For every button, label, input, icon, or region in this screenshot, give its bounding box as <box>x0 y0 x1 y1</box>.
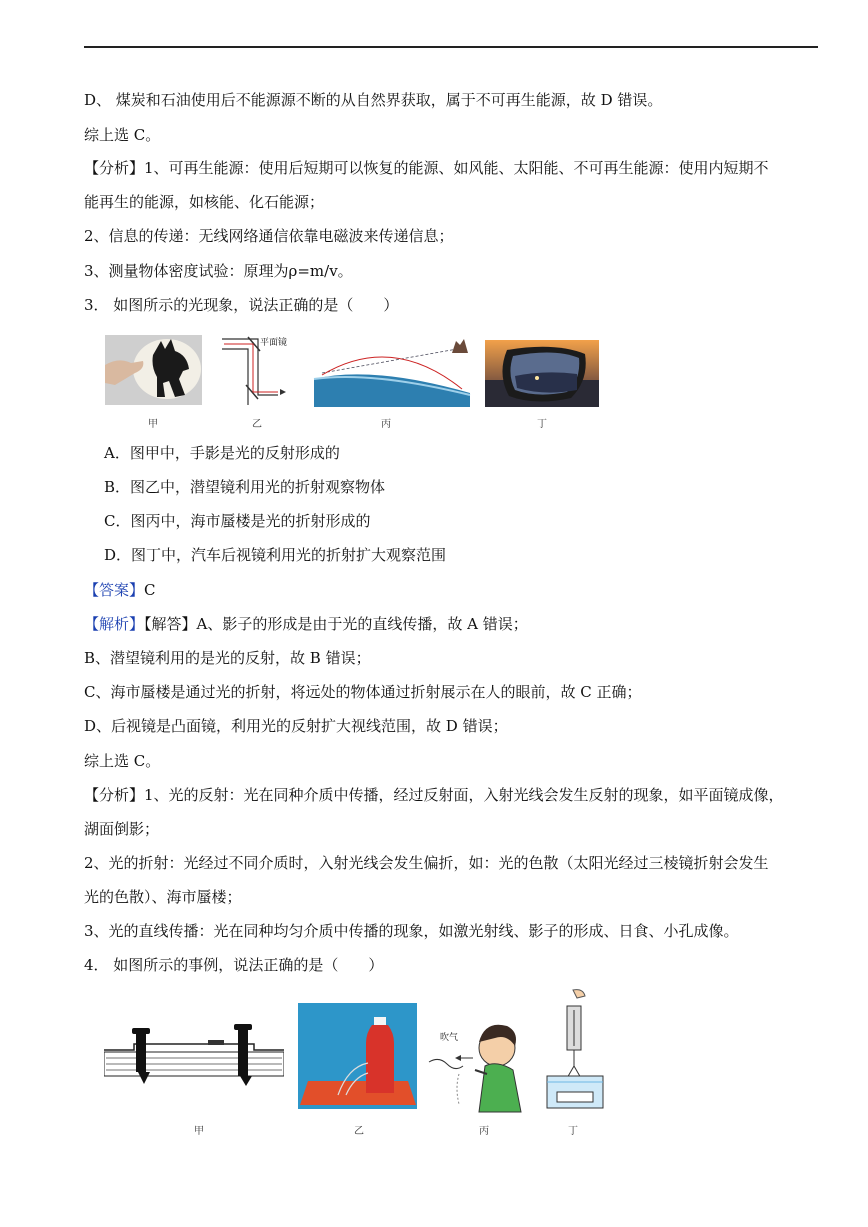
rearview-mirror-photo <box>485 340 599 407</box>
figure-caption: 丙 <box>381 419 391 430</box>
answer-line <box>84 580 156 600</box>
analysis-line <box>84 614 528 634</box>
header-rule <box>84 46 818 48</box>
text-line: 【分析】1、可再生能源：使用后短期可以恢复的能源、如风能、太阳能、不可再生能源：使用内短期不 <box>84 159 769 177</box>
text-line: 湖面倒影； <box>84 820 160 838</box>
text-line: D、 煤炭和石油使用后不能源源不断的从自然界获取，属于不可再生能源，故 D 错误。 <box>84 91 663 109</box>
option-a: A．图甲中，手影是光的反射形成的 <box>104 444 340 462</box>
text-line: 【分析】1、光的反射：光在同种介质中传播，经过反射面，入射光线会发生反射的现象，如平面镜成像， <box>84 786 784 804</box>
ship-lock-diagram <box>104 1022 284 1086</box>
blowing-boy-illustration <box>425 1008 535 1114</box>
text-line: C、海市蜃楼是通过光的折射，将远处的物体通过折射展示在人的眼前，故 C 正确； <box>84 683 642 701</box>
blow-label: 吹气 <box>440 1033 459 1043</box>
bottle-water-photo <box>298 1003 417 1109</box>
figure-caption: 甲 <box>194 1126 204 1137</box>
text-line: 2、信息的传递：无线网络通信依靠电磁波来传递信息； <box>84 227 454 245</box>
mirror-label: 平面镜 <box>260 338 288 348</box>
figure-caption: 丁 <box>537 419 547 430</box>
option-d: D．图丁中，汽车后视镜利用光的折射扩大观察范围 <box>104 546 447 564</box>
answer-value: C <box>144 581 156 599</box>
answer-tag: 【答案】 <box>84 581 145 599</box>
text-line: 3、测量物体密度试验：原理为ρ=m/v。 <box>84 262 353 280</box>
text-line: D、后视镜是凸面镜，利用光的反射扩大视线范围，故 D 错误； <box>84 717 508 735</box>
option-b: B．图乙中，潜望镜利用光的折射观察物体 <box>104 478 386 496</box>
figure-caption: 乙 <box>354 1126 364 1137</box>
question-3: 3． 如图所示的光现象，说法正确的是（ ） <box>84 296 399 314</box>
text-line: 光的色散）、海市蜃楼； <box>84 888 242 906</box>
question-4: 4． 如图所示的事例，说法正确的是（ ） <box>84 956 384 974</box>
text-line: 能再生的能源，如核能、化石能源； <box>84 193 325 211</box>
text-line: 综上选 C。 <box>84 126 161 144</box>
option-c: C．图丙中，海市蜃楼是光的折射形成的 <box>104 512 371 530</box>
figure-caption: 丁 <box>568 1126 578 1137</box>
hand-shadow-image <box>105 335 202 405</box>
text-line: 3、光的直线传播：光在同种均匀介质中传播的现象，如激光射线、影子的形成、日食、小孔成像。 <box>84 922 739 940</box>
mirage-diagram <box>312 335 472 407</box>
jiexi-tag: 【解析】 <box>84 615 145 633</box>
text-line: 2、光的折射：光经过不同介质时，入射光线会发生偏折，如：光的色散（太阳光经过三棱镜折射会发生 <box>84 854 769 872</box>
figure-caption: 丙 <box>479 1126 489 1137</box>
spring-scale-beaker <box>543 988 607 1112</box>
figure-caption: 乙 <box>252 419 262 430</box>
figure-caption: 甲 <box>148 419 158 430</box>
text-line: B、潜望镜利用的是光的反射，故 B 错误； <box>84 649 371 667</box>
text-line: 综上选 C。 <box>84 752 161 770</box>
jiexi-text: 【解答】A、影子的形成是由于光的直线传播，故 A 错误； <box>144 615 528 633</box>
